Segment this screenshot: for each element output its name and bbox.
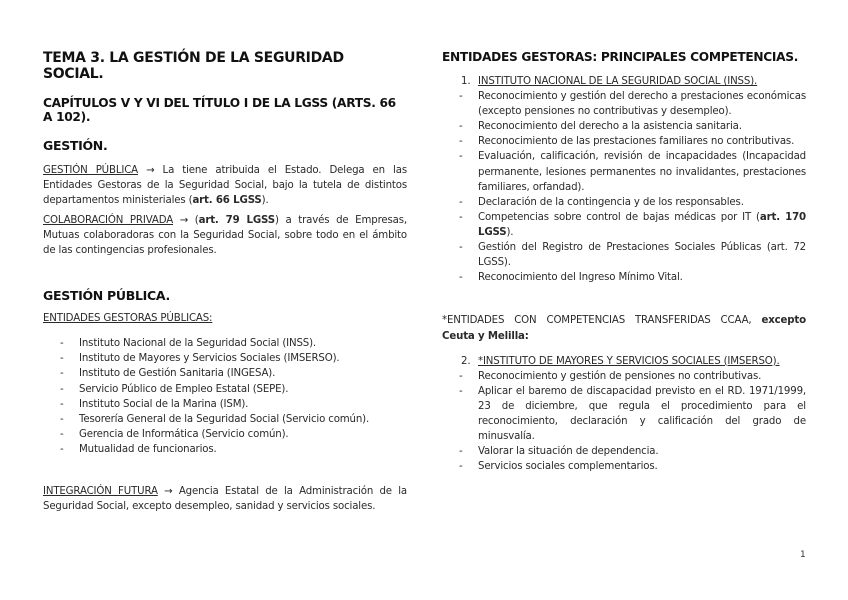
list-item: - Mutualidad de funcionarios.	[60, 442, 407, 457]
it-ref: art. 170 LGSS	[478, 211, 806, 238]
list-item: - Servicios sociales complementarios.	[442, 459, 806, 474]
list-item: - Reconocimiento y gestión de pensiones no contributivas.	[442, 369, 806, 384]
it-end: ).	[506, 226, 514, 238]
inss-title-text: INSTITUTO NACIONAL DE LA SEGURIDAD SOCIAL (INSS).	[478, 76, 758, 87]
gestion-publica-text: → La tiene atribuida el Estado. Delega en las Entidades Gestoras de la Seguridad Social, bajo la tutela de distintos departamentos ministeriales (	[43, 165, 407, 207]
list-item: - Declaración de la contingencia y de los responsables.	[442, 195, 806, 210]
list-item: - Servicio Público de Empleo Estatal (SEPE).	[60, 382, 407, 397]
ccaa-note-bold: excepto Ceuta y Melilla:	[442, 315, 806, 342]
list-item: - Instituto de Gestión Sanitaria (INGESA).	[60, 366, 407, 381]
imserso-title-text: *INSTITUTO DE MAYORES Y SERVICIOS SOCIALES (IMSERSO).	[478, 355, 780, 367]
integracion-futura-paragraph	[43, 484, 407, 514]
list-item: - Reconocimiento del derecho a la asistencia sanitaria.	[442, 119, 806, 134]
integracion-futura-term: INTEGRACIÓN FUTURA	[43, 485, 158, 497]
integracion-futura-text: → Agencia Estatal de la Administración de la Seguridad Social, excepto desempleo, sanidad y servicios sociales.	[43, 485, 407, 513]
inss-number: 1.	[461, 76, 471, 87]
gestion-publica-heading: GESTIÓN PÚBLICA.	[43, 288, 170, 304]
gestion-publica-paragraph	[43, 163, 407, 209]
document-title: TEMA 3. LA GESTIÓN DE LA SEGURIDAD SOCIAL.	[43, 50, 344, 82]
gestion-publica-ref: art. 66 LGSS	[192, 195, 262, 207]
imserso-number: 2.	[461, 355, 471, 367]
colaboracion-privada-text: ) a través de Empresas, Mutuas colaboradoras con la Seguridad Social, sobre todo en el ámbito de las contingencias profesionales.	[43, 214, 407, 257]
entidades-gestoras-label: ENTIDADES GESTORAS PÚBLICAS:	[43, 313, 213, 325]
colaboracion-privada-paragraph	[43, 213, 407, 259]
entidades-list	[43, 336, 407, 457]
list-item: - Instituto Nacional de la Seguridad Social (INSS).	[60, 336, 407, 351]
it-text: Competencias sobre control de bajas médicas por IT (	[478, 211, 760, 223]
imserso-list	[442, 369, 806, 475]
inss-title	[442, 74, 806, 89]
list-item: - Reconocimiento de las prestaciones familiares no contributivas.	[442, 134, 806, 149]
gestion-heading: GESTIÓN.	[43, 138, 108, 153]
list-item: - Tesorería General de la Seguridad Social (Servicio común).	[60, 412, 407, 427]
list-item: - Reconocimiento y gestión del derecho a prestaciones económicas (excepto pensiones no contributivas y desempleo).	[442, 89, 806, 119]
imserso-title	[442, 354, 806, 369]
list-item: - Gerencia de Informática (Servicio común).	[60, 427, 407, 442]
list-item: - Aplicar el baremo de discapacidad previsto en el RD. 1971/1999, 23 de diciembre, que regula el procedimiento para el reconocimiento, declaración y calificación del grado de minusvalía.	[442, 384, 806, 444]
gestion-publica-end: ).	[261, 195, 269, 207]
list-item: - Gestión del Registro de Prestaciones Sociales Públicas (art. 72 LGSS).	[442, 240, 806, 270]
colaboracion-privada-term: COLABORACIÓN PRIVADA	[43, 214, 174, 226]
ccaa-note-text: *ENTIDADES CON COMPETENCIAS TRANSFERIDAS CCAA,	[442, 315, 762, 327]
page-number: 1	[800, 550, 806, 560]
list-item: - Instituto de Mayores y Servicios Sociales (IMSERSO).	[60, 351, 407, 366]
ccaa-note	[442, 313, 806, 343]
list-item: - Valorar la situación de dependencia.	[442, 444, 806, 459]
list-item: - Evaluación, calificación, revisión de incapacidades (Incapacidad permanente, lesiones permanentes no invalidantes, prestaciones familiares, orfandad).	[442, 149, 806, 194]
inss-list	[442, 89, 806, 285]
left-column	[43, 50, 407, 518]
competencias-heading: ENTIDADES GESTORAS: PRINCIPALES COMPETENCIAS.	[442, 50, 799, 64]
list-item	[442, 210, 806, 240]
gestion-publica-term: GESTIÓN PÚBLICA	[43, 165, 138, 176]
colaboracion-privada-ref: art. 79 LGSS	[198, 214, 275, 226]
right-column	[442, 50, 806, 474]
list-item: - Reconocimiento del Ingreso Mínimo Vital.	[442, 270, 806, 285]
chapters-heading: CAPÍTULOS V Y VI DEL TÍTULO I DE LA LGSS (ARTS. 66 A 102).	[43, 96, 396, 124]
list-item: - Instituto Social de la Marina (ISM).	[60, 397, 407, 412]
colaboracion-privada-arrow: → (	[173, 214, 199, 226]
